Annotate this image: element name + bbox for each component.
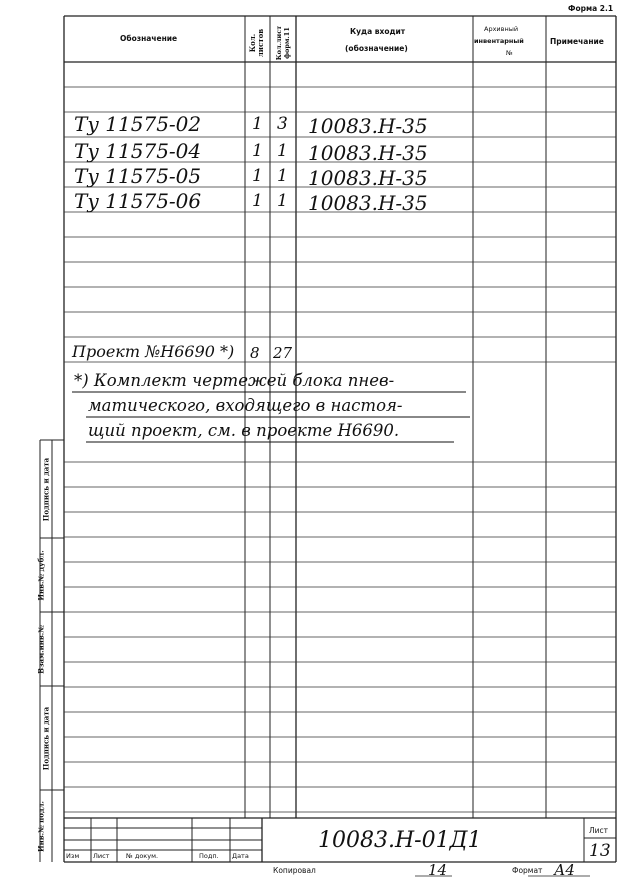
- row-2-form11: 1: [277, 141, 288, 161]
- title-sheet-number: 13: [589, 841, 611, 861]
- row-4-where: 10083.Н-35: [308, 191, 428, 215]
- form-label: Форма 2.1: [568, 4, 614, 13]
- row-1-designation: Ту 11575-02: [74, 112, 202, 136]
- doc-code: 10083.Н-01Д1: [318, 828, 482, 853]
- row-4-form11: 1: [277, 191, 288, 211]
- header-where-used-2: (обозначение): [345, 44, 408, 53]
- footer-handwritten-number: 14: [428, 861, 448, 879]
- row-2-designation: Ту 11575-04: [74, 139, 202, 163]
- header-sheet-count: Кол. листов: [248, 28, 265, 58]
- footnote-line-2: матического, входящего в настоя-: [88, 396, 403, 415]
- header-where-used-1: Куда входит: [350, 27, 406, 36]
- row-3-form11: 1: [277, 166, 288, 186]
- title-sheet-label: Лист: [589, 826, 609, 835]
- header-designation: Обозначение: [120, 34, 178, 43]
- title-col-change: Изм: [66, 852, 80, 860]
- footer-format-label: Формат: [512, 866, 543, 875]
- header-archive-1: Архивный: [484, 25, 519, 33]
- row-4-sheets: 1: [252, 191, 263, 211]
- row-4-designation: Ту 11575-06: [74, 189, 202, 213]
- title-col-sheet: Лист: [93, 852, 110, 860]
- side-label-replace-inv: Взам.инв.№: [36, 625, 46, 674]
- footnote-line-3: щий проект, см. в проекте Н6690.: [88, 421, 400, 440]
- header-note: Примечание: [550, 37, 604, 46]
- project-form11: 27: [273, 344, 293, 362]
- title-col-sign: Подп.: [199, 852, 219, 860]
- row-1-where: 10083.Н-35: [308, 114, 428, 138]
- side-label-sign-date-2: Подпись и дата: [41, 706, 51, 771]
- side-label-dup-inv: Инв.№ дубл.: [36, 550, 46, 601]
- footer-format-value: А4: [554, 861, 575, 879]
- side-label-orig-inv: Инв.№ подл.: [36, 801, 46, 852]
- row-1-form11: 3: [277, 114, 288, 134]
- row-1-sheets: 1: [252, 114, 263, 134]
- row-3-designation: Ту 11575-05: [74, 164, 202, 188]
- row-3-sheets: 1: [252, 166, 263, 186]
- title-col-doc: № докум.: [126, 852, 159, 860]
- side-label-sign-date-1: Подпись и дата: [41, 457, 51, 522]
- project-sheets: 8: [250, 344, 260, 362]
- header-archive-2: инвентарный: [474, 37, 524, 45]
- row-2-sheets: 1: [252, 141, 263, 161]
- footnote-line-1: *) Комплект чертежей блока пнев-: [74, 371, 395, 390]
- row-2-where: 10083.Н-35: [308, 141, 428, 165]
- title-col-date: Дата: [232, 852, 249, 860]
- header-sheets-form11: Кол.лист форм.11: [275, 25, 291, 61]
- project-designation: Проект №Н6690 *): [72, 342, 235, 361]
- footer-copied: Копировал: [273, 866, 316, 875]
- row-3-where: 10083.Н-35: [308, 166, 428, 190]
- header-archive-3: №: [506, 49, 513, 57]
